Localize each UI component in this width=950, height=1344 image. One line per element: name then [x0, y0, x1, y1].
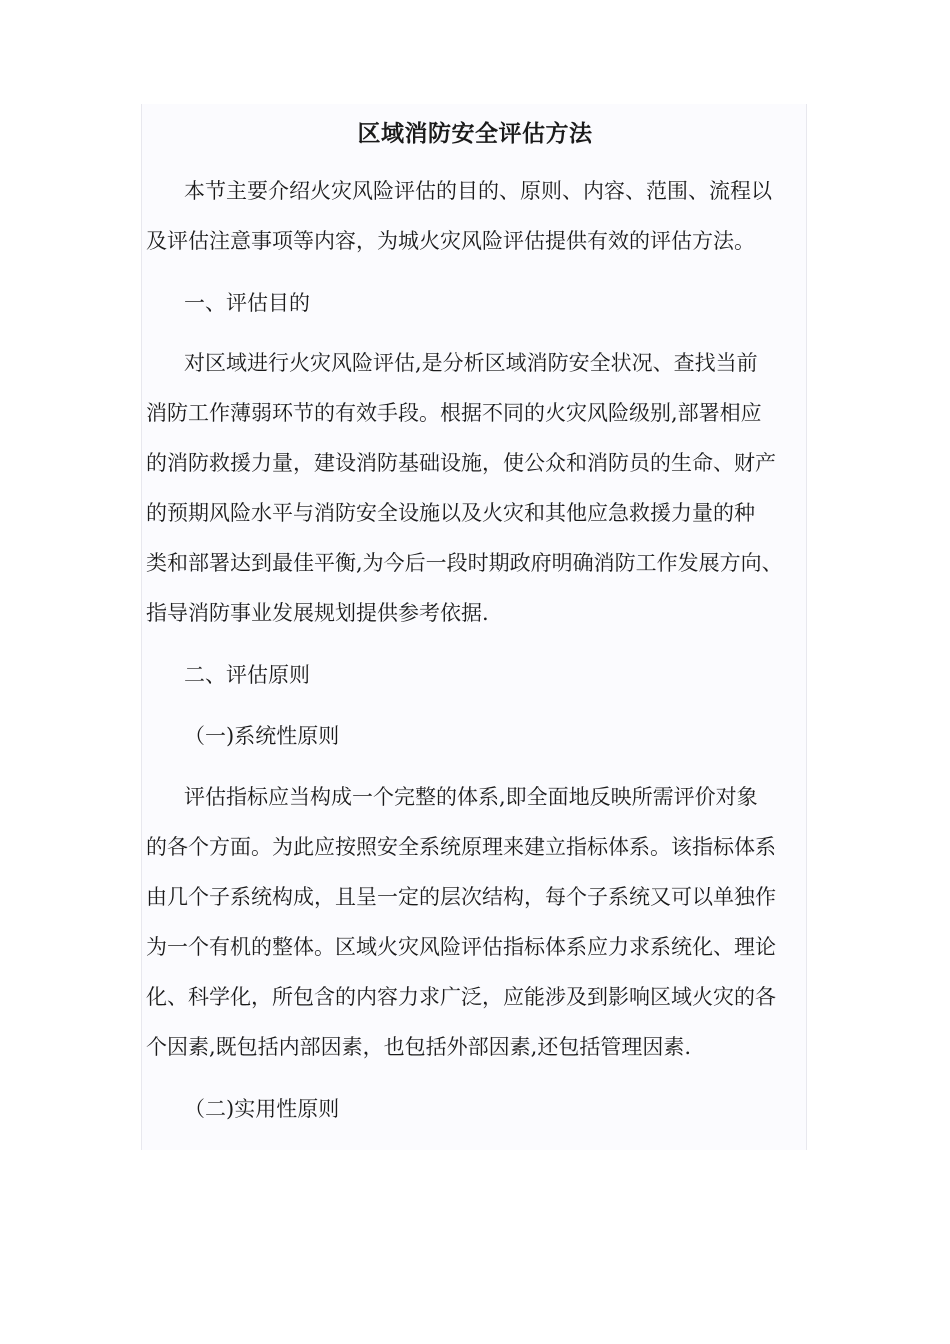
purpose-line: 指导消防事业发展规划提供参考依据.	[146, 601, 489, 625]
systematic-paragraph	[146, 772, 814, 1072]
systematic-line: 评估指标应当构成一个完整的体系,即全面地反映所需评价对象	[184, 785, 758, 809]
purpose-paragraph	[146, 338, 814, 638]
systematic-line: 的各个方面。为此应按照安全系统原理来建立指标体系。该指标体系	[146, 835, 776, 859]
intro-line: 及评估注意事项等内容，为城火灾风险评估提供有效的评估方法。	[146, 229, 755, 253]
intro-paragraph	[146, 166, 814, 266]
document-title: 区域消防安全评估方法	[357, 120, 593, 147]
systematic-line: 个因素,既包括内部因素，也包括外部因素,还包括管理因素.	[146, 1035, 692, 1059]
systematic-line: 由几个子系统构成，且呈一定的层次结构，每个子系统又可以单独作	[146, 885, 776, 909]
intro-line: 本节主要介绍火灾风险评估的目的、原则、内容、范围、流程以	[184, 179, 772, 203]
section-heading-purpose: 一、评估目的	[184, 291, 310, 315]
purpose-line: 对区域进行火灾风险评估,是分析区域消防安全状况、查找当前	[184, 351, 758, 375]
systematic-line: 化、科学化，所包含的内容力求广泛，应能涉及到影响区域火灾的各	[146, 985, 776, 1009]
purpose-line: 的预期风险水平与消防安全设施以及火灾和其他应急救援力量的种	[146, 501, 755, 525]
purpose-line: 消防工作薄弱环节的有效手段。根据不同的火灾风险级别,部署相应	[146, 401, 762, 425]
subheading-practical: （二)实用性原则	[184, 1097, 340, 1121]
section-heading-principles: 二、评估原则	[184, 663, 310, 687]
purpose-line: 类和部署达到最佳平衡,为今后一段时期政府明确消防工作发展方向、	[146, 551, 783, 575]
purpose-line: 的消防救援力量，建设消防基础设施，使公众和消防员的生命、财产	[146, 451, 776, 475]
systematic-line: 为一个有机的整体。区域火灾风险评估指标体系应力求系统化、理论	[146, 935, 776, 959]
subheading-systematic: （一)系统性原则	[184, 724, 340, 748]
